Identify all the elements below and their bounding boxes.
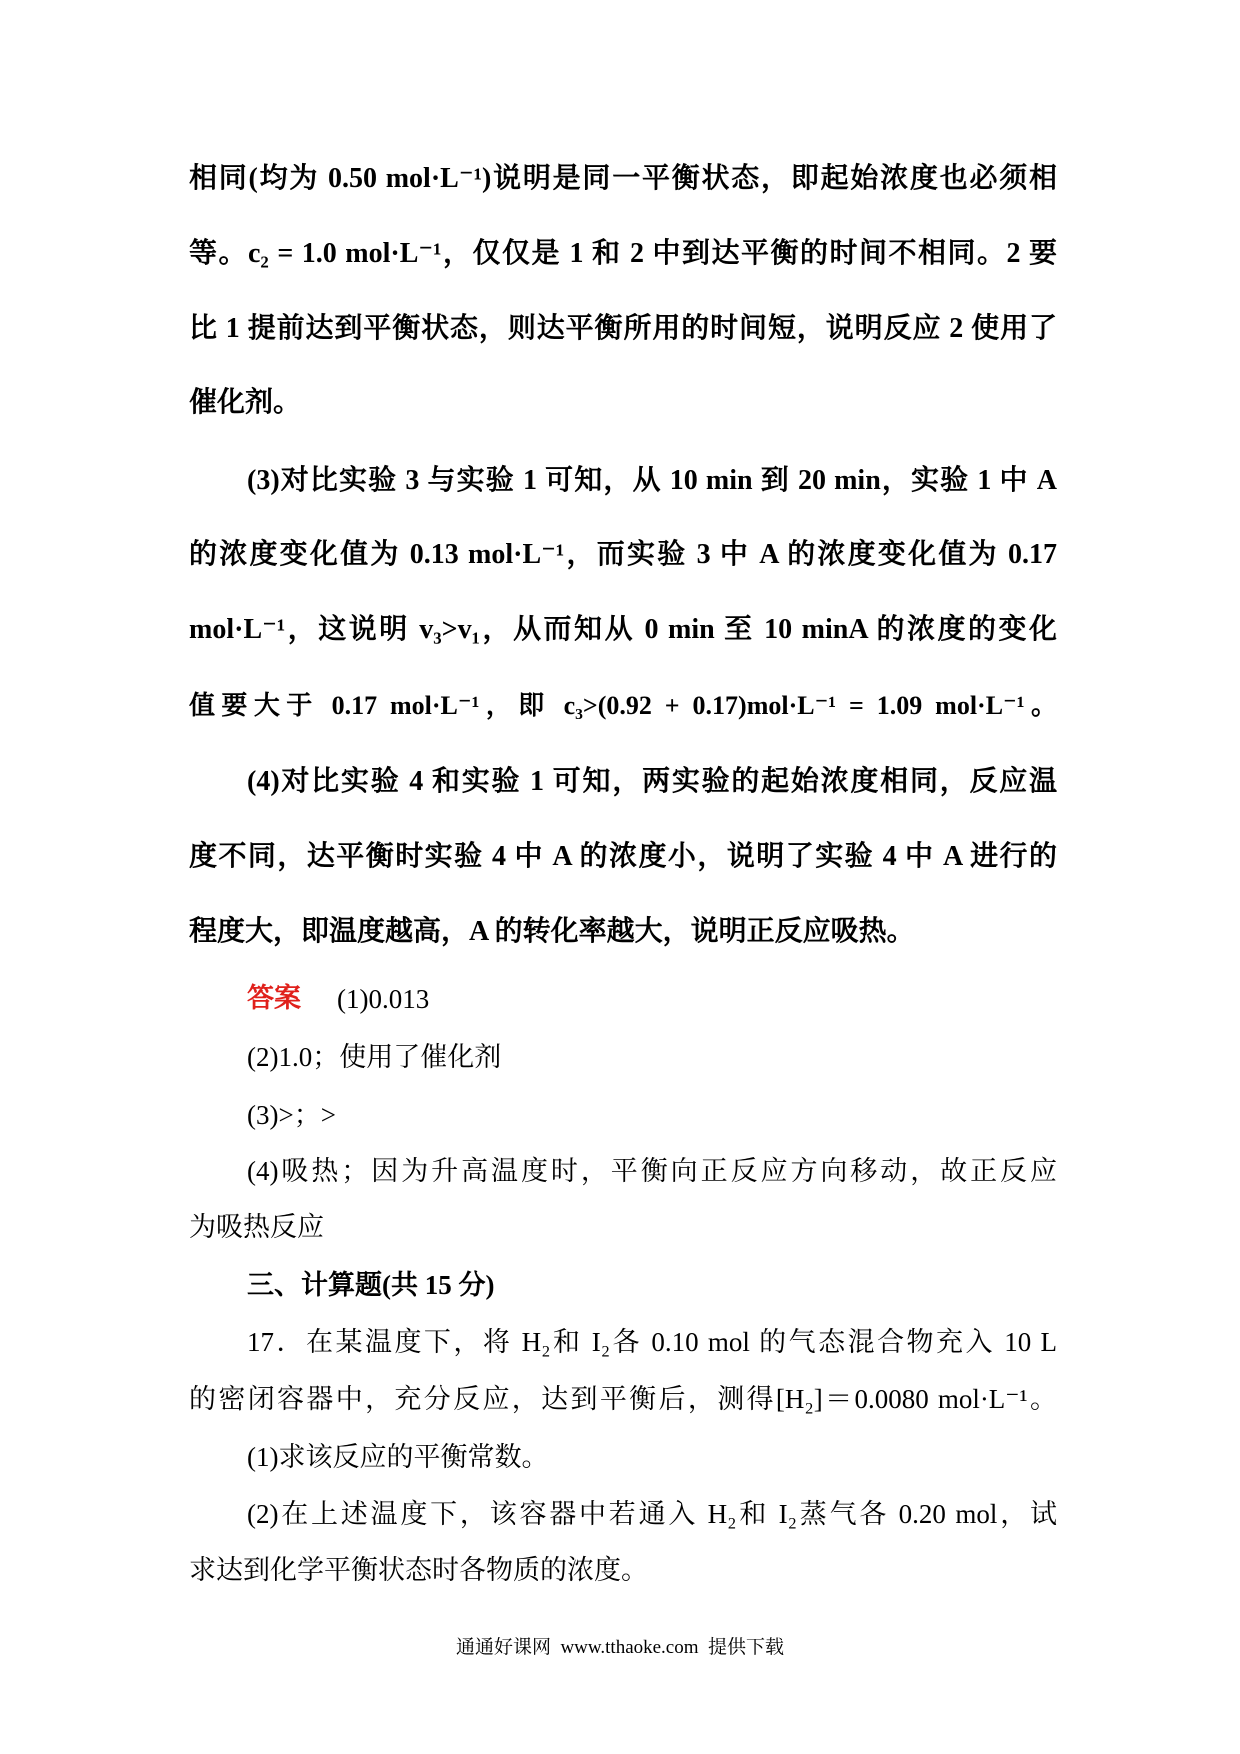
question-line: (2)在上述温度下，该容器中若通入 H₂和 I₂蒸气各 0.20 mol，试 <box>247 1499 1057 1529</box>
question-line: (1)求该反应的平衡常数。 <box>247 1442 549 1472</box>
analysis-line: (3)对比实验 3 与实验 1 可知，从 10 min 到 20 min，实验 1 中 A <box>247 465 1057 496</box>
analysis-line: 程度大，即温度越高，A 的转化率越大，说明正反应吸热。 <box>189 916 915 947</box>
answer-label: 答案 <box>247 983 301 1014</box>
analysis-line: 值要大于 0.17 mol·L⁻¹，即 c₃>(0.92 + 0.17)mol·L⁻¹ = 1.09 mol·L⁻¹。 <box>189 691 1057 720</box>
answer-item: (4)吸热；因为升高温度时，平衡向正反应方向移动，故正反应 <box>247 1156 1057 1186</box>
section-heading: 三、计算题(共 15 分) <box>247 1270 495 1300</box>
answer-item: (1)0.013 <box>337 984 430 1014</box>
analysis-line: 等。c₂ = 1.0 mol·L⁻¹，仅仅是 1 和 2 中到达平衡的时间不相同。2 要 <box>189 238 1057 269</box>
analysis-line: 比 1 提前达到平衡状态，则达平衡所用的时间短，说明反应 2 使用了 <box>189 313 1057 344</box>
page-footer: 通通好课网 www.tthaoke.com 提供下载 <box>455 1637 785 1658</box>
analysis-line: 相同(均为 0.50 mol·L⁻¹)说明是同一平衡状态，即起始浓度也必须相 <box>189 163 1057 194</box>
analysis-line: mol·L⁻¹，这说明 v₃>v₁，从而知从 0 min 至 10 minA 的浓度的变化 <box>189 614 1057 645</box>
question-line: 的密闭容器中，充分反应，达到平衡后，测得[H₂]＝0.0080 mol·L⁻¹。 <box>189 1384 1057 1414</box>
analysis-line: 催化剂。 <box>189 387 302 418</box>
answer-item: 为吸热反应 <box>189 1212 324 1242</box>
question-line: 17．在某温度下，将 H₂和 I₂各 0.10 mol 的气态混合物充入 10 L <box>247 1327 1057 1357</box>
answer-item: (3)>；> <box>247 1100 336 1130</box>
analysis-line: 的浓度变化值为 0.13 mol·L⁻¹，而实验 3 中 A 的浓度变化值为 0.17 <box>189 539 1057 570</box>
question-line: 求达到化学平衡状态时各物质的浓度。 <box>189 1555 648 1585</box>
analysis-line: 度不同，达平衡时实验 4 中 A 的浓度小，说明了实验 4 中 A 进行的 <box>189 841 1057 872</box>
answer-item: (2)1.0；使用了催化剂 <box>247 1042 502 1072</box>
analysis-line: (4)对比实验 4 和实验 1 可知，两实验的起始浓度相同，反应温 <box>247 766 1057 797</box>
